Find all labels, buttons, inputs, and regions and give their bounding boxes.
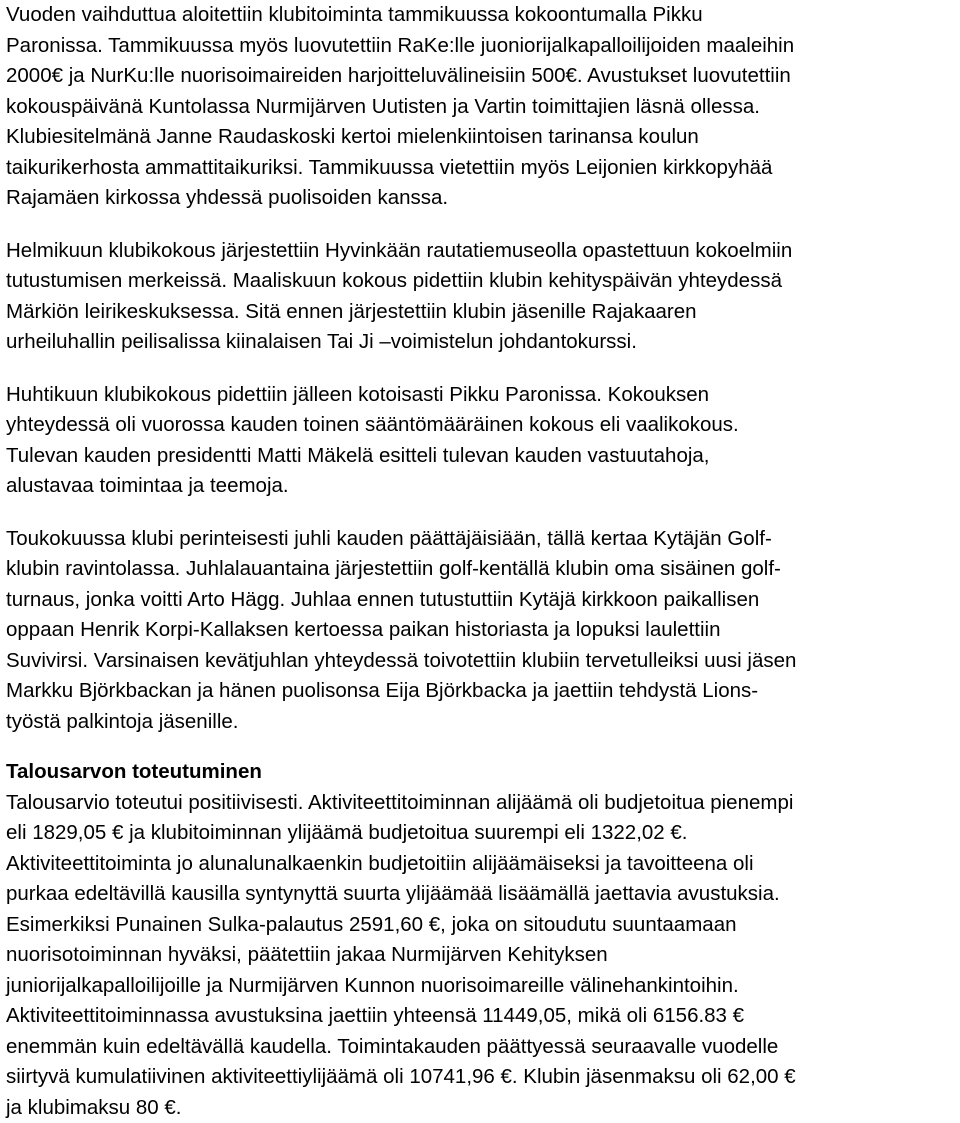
paragraph-spacer [6,737,956,757]
text-line: taikurikerhosta ammattitaikuriksi. Tammikuussa vietettiin myös Leijonien kirkkopyhää [6,153,956,184]
text-line: tutustumisen merkeissä. Maaliskuun kokous pidettiin klubin kehityspäivän yhteydessä [6,266,956,297]
paragraph-finance [6,788,956,1123]
text-line: työstä palkintoja jäsenille. [6,707,956,738]
text-line: ja klubimaksu 80 €. [6,1093,956,1123]
text-line: Klubiesitelmänä Janne Raudaskoski kertoi mielenkiintoisen tarinansa koulun [6,122,956,153]
paragraph-spacer [6,358,956,380]
text-line: klubin ravintolassa. Juhlalauantaina järjestettiin golf-kentällä klubin oma sisäinen golf- [6,554,956,585]
text-line: juniorijalkapalloilijoille ja Nurmijärven Kunnon nuorisoimareille välinehankintoihin. [6,971,956,1002]
text-line: nuorisotoiminnan hyväksi, päätettiin jakaa Nurmijärven Kehityksen [6,940,956,971]
text-line: Markku Björkbackan ja hänen puolisonsa Eija Björkbacka ja jaettiin tehdystä Lions- [6,676,956,707]
text-line: Aktiviteettitoiminnassa avustuksina jaettiin yhteensä 11449,05, mikä oli 6156.83 € [6,1001,956,1032]
paragraph-april [6,380,956,502]
text-line: oppaan Henrik Korpi-Kallaksen kertoessa paikan historiasta ja lopuksi laulettiin [6,615,956,646]
text-line: enemmän kuin edeltävällä kaudella. Toimintakauden päättyessä seuraavalle vuodelle [6,1032,956,1063]
text-line: Helmikuun klubikokous järjestettiin Hyvinkään rautatiemuseolla opastettuun kokoelmiin [6,236,956,267]
text-line: Tulevan kauden presidentti Matti Mäkelä esitteli tulevan kauden vastuutahoja, [6,441,956,472]
text-line: 2000€ ja NurKu:lle nuorisoimaireiden harjoitteluvälineisiin 500€. Avustukset luovutettiin [6,61,956,92]
text-line: Suvivirsi. Varsinaisen kevätjuhlan yhteydessä toivotettiin klubiin tervetulleiksi uusi jäsen [6,646,956,677]
text-line: turnaus, jonka voitti Arto Hägg. Juhlaa ennen tutustuttiin Kytäjä kirkkoon paikallisen [6,585,956,616]
text-line: Talousarvio toteutui positiivisesti. Aktiviteettitoiminnan alijäämä oli budjetoitua pienempi [6,788,956,819]
text-line: Paronissa. Tammikuussa myös luovutettiin RaKe:lle juoniorijalkapalloilijoiden maaleihin [6,31,956,62]
section-heading-finance: Talousarvon toteutuminen [6,757,956,788]
text-line: purkaa edeltävillä kausilla syntynyttä suurta ylijäämää lisäämällä jaettavia avustuksia. [6,879,956,910]
text-line: Rajamäen kirkossa yhdessä puolisoiden kanssa. [6,183,956,214]
paragraph-february-march [6,236,956,358]
text-line: kokouspäivänä Kuntolassa Nurmijärven Uutisten ja Vartin toimittajien läsnä ollessa. [6,92,956,123]
text-line: siirtyvä kumulatiivinen aktiviteettiylijäämä oli 10741,96 €. Klubin jäsenmaksu oli 62,00 € [6,1062,956,1093]
text-line: Vuoden vaihduttua aloitettiin klubitoiminta tammikuussa kokoontumalla Pikku [6,0,956,31]
paragraph-may [6,524,956,738]
paragraph-spacer [6,502,956,524]
text-line: eli 1829,05 € ja klubitoiminnan ylijäämä budjetoitua suurempi eli 1322,02 €. [6,818,956,849]
text-line: Toukokuussa klubi perinteisesti juhli kauden päättäjäisiään, tällä kertaa Kytäjän Golf- [6,524,956,555]
text-line: Aktiviteettitoiminta jo alunalunalkaenkin budjetoitiin alijäämäiseksi ja tavoitteena oli [6,849,956,880]
text-line: urheiluhallin peilisalissa kiinalaisen Tai Ji –voimistelun johdantokurssi. [6,327,956,358]
paragraph-spacer [6,214,956,236]
text-line: Esimerkiksi Punainen Sulka-palautus 2591,60 €, joka on sitoudutu suuntaamaan [6,910,956,941]
text-line: Märkiön leirikeskuksessa. Sitä ennen järjestettiin klubin jäsenille Rajakaaren [6,297,956,328]
text-line: Huhtikuun klubikokous pidettiin jälleen kotoisasti Pikku Paronissa. Kokouksen [6,380,956,411]
text-line: alustavaa toimintaa ja teemoja. [6,471,956,502]
document-page [6,0,956,1123]
text-line: yhteydessä oli vuorossa kauden toinen sääntömääräinen kokous eli vaalikokous. [6,410,956,441]
paragraph-january [6,0,956,214]
